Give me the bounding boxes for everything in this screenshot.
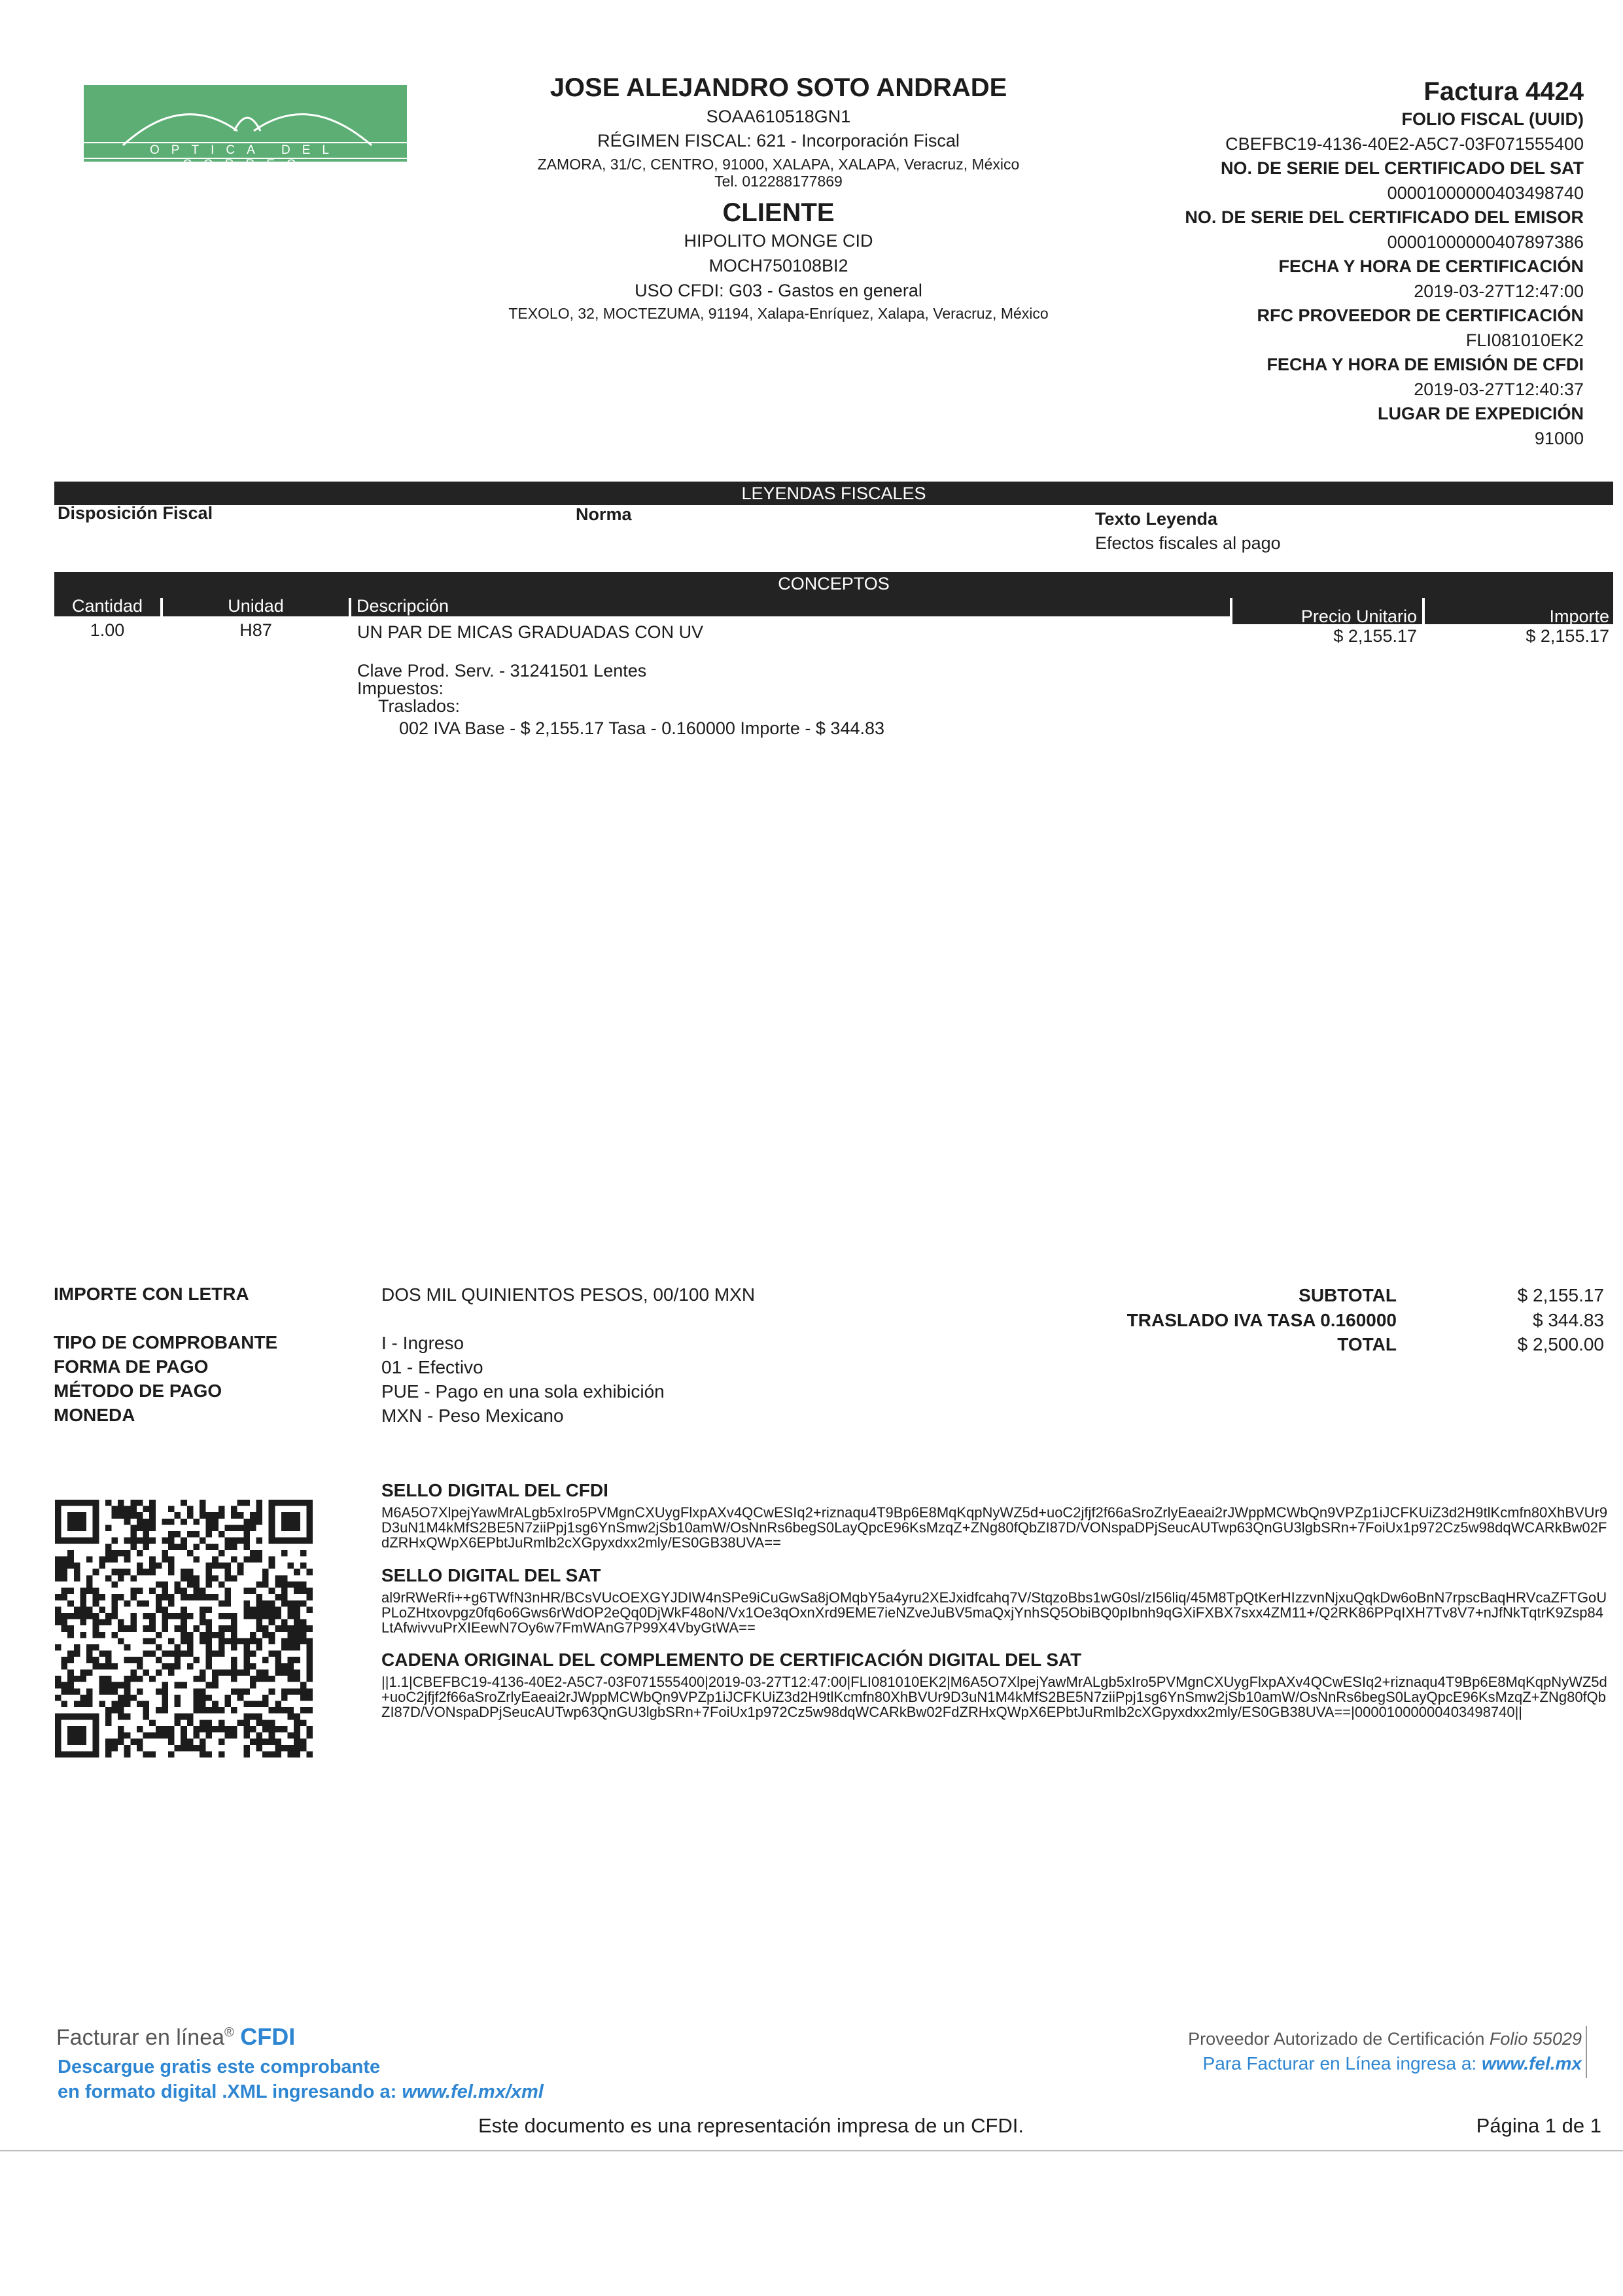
emission-date-value: 2019-03-27T12:40:37 <box>1414 380 1584 399</box>
client-heading: CLIENTE <box>722 198 835 227</box>
sat-cert-label: NO. DE SERIE DEL CERTIFICADO DEL SAT <box>1220 158 1584 178</box>
cadena-original-title: CADENA ORIGINAL DEL COMPLEMENTO DE CERTIFICACIÓN DIGITAL DEL SAT <box>381 1650 1082 1670</box>
total-label: TOTAL <box>1337 1334 1397 1354</box>
iva-label: TRASLADO IVA TASA 0.160000 <box>1126 1310 1397 1330</box>
client-address: TEXOLO, 32, MOCTEZUMA, 91194, Xalapa-Enríquez, Xalapa, Veracruz, México <box>508 305 1049 322</box>
header-importe: Importe <box>1425 595 1613 624</box>
subtotal-label: SUBTOTAL <box>1299 1285 1397 1305</box>
proveedor-autorizado <box>981 2029 1582 2049</box>
qr-code-icon <box>55 1500 313 1757</box>
registered-mark: ® <box>224 2025 234 2040</box>
company-logo <box>84 85 407 171</box>
lugar-expedicion-label: LUGAR DE EXPEDICIÓN <box>1377 404 1584 423</box>
metodo-pago-value: PUE - Pago en una sola exhibición <box>381 1381 665 1402</box>
item-unidad: H87 <box>239 620 272 640</box>
forma-pago-value: 01 - Efectivo <box>381 1357 483 1377</box>
leyendas-texto-value: Efectos fiscales al pago <box>1095 533 1281 553</box>
emission-date-label: FECHA Y HORA DE EMISIÓN DE CFDI <box>1266 355 1584 374</box>
leyendas-bar: LEYENDAS FISCALES <box>54 482 1613 505</box>
uuid-value: CBEFBC19-4136-40E2-A5C7-03F071555400 <box>1225 134 1584 154</box>
footer-brand <box>56 2023 295 2051</box>
cert-date-value: 2019-03-27T12:47:00 <box>1414 281 1584 301</box>
invoice-title: Factura 4424 <box>1423 77 1584 106</box>
metodo-pago-label: MÉTODO DE PAGO <box>54 1381 222 1401</box>
tipo-comprobante-label: TIPO DE COMPROBANTE <box>54 1332 278 1352</box>
logo-arcs-icon <box>84 85 407 147</box>
logo-text: OPTICA DEL CORREO <box>84 142 407 159</box>
page-edge-line <box>0 2150 1623 2151</box>
issuer-name: JOSE ALEJANDRO SOTO ANDRADE <box>550 73 1007 102</box>
header-descripcion: Descripción <box>351 595 1230 616</box>
emisor-cert-value: 00001000000407897386 <box>1387 232 1584 252</box>
sello-sat-value: al9rRWeRfi++g6TWfN3nHR/BCsVUcOEXGYJDIW4nSPe9iCuGwSa8jOMqbY5a4yru2XEJxidfcahq7V/StqzoBbs1wG0sl/zI56liq/45M8TpQtKerHIzzvnNjxuQqkDw6oBnN7rpscBaqHRVcaZFTGoUPLoZHtxovpgz0fq6o6Gws6rWdOP2eQq0DjWkF48oN/Vx1Oe3qOxnXrd9EME7ieNZveJuBV5maQxjYnhSQ5ObiBQ0pIbnh9qGXiFXBX7sxx4ZM11+/Q2RK86PPqIXH7Tv8V7+nJfNkTqtrK9Zsp84LtAfwivvuPrXIEewN7Oy6w7FmWAnG7P99X4VbyGtWA== <box>381 1589 1607 1636</box>
rfc-proveedor-label: RFC PROVEEDOR DE CERTIFICACIÓN <box>1257 306 1584 325</box>
descargue-line2 <box>58 2081 544 2103</box>
representacion-impresa: Este documento es una representación impresa de un CFDI. <box>478 2114 1024 2137</box>
rfc-proveedor-value: FLI081010EK2 <box>1465 330 1584 350</box>
item-descripcion: UN PAR DE MICAS GRADUADAS CON UV <box>357 622 704 642</box>
leyendas-norma-header: Norma <box>576 504 632 524</box>
item-impuestos-label: Impuestos: <box>357 679 444 698</box>
sello-cfdi-value: M6A5O7XlpejYawMrALgb5xIro5PVMgnCXUygFlxpAXv4QCwESIq2+riznaqu4T9Bp6E8MqKqpNyWZ5d+uoC2jfjf2f66aSroZrlyEaeai2rJWppMCWbQn9VPZp1iJCFKUiZ3d2H9tlKcmfn80XhBVUr9D3uN1M4kMfS2BE5N7ziiPpj1sg6YnSmw2jSb10amW/OsNnRs6begS0LayQpcE96KsMzqZ+ZNg80fQbZI87D/VONspaDPjSeucAUTwp63QnGU3lgbSRn+7FoiUx1p972Cz5w98dqWCARkBw02FdZRHxQWpX6EPbtJuRmlb2cXGpyxdxx2mly/ES0GB38UVA== <box>381 1504 1608 1551</box>
leyendas-disposicion-header: Disposición Fiscal <box>58 503 213 523</box>
item-precio: $ 2,155.17 <box>1333 626 1417 646</box>
iva-value: $ 344.83 <box>1533 1310 1604 1330</box>
conceptos-bar: CONCEPTOS <box>54 572 1613 595</box>
xml-download-link[interactable]: www.fel.mx/xml <box>402 2081 544 2102</box>
importe-letra-value: DOS MIL QUINIENTOS PESOS, 00/100 MXN <box>381 1284 756 1305</box>
proveedor-folio: Folio 55029 <box>1489 2029 1582 2049</box>
item-traslados-label: Traslados: <box>378 696 461 716</box>
importe-letra-label: IMPORTE CON LETRA <box>54 1284 249 1304</box>
footer-divider-2 <box>1586 2052 1587 2078</box>
descargue-line2-text: en formato digital .XML ingresando a: <box>58 2081 397 2102</box>
client-rfc: MOCH750108BI2 <box>708 256 848 275</box>
item-clave: Clave Prod. Serv. - 31241501 Lentes <box>357 661 647 680</box>
forma-pago-label: FORMA DE PAGO <box>54 1356 209 1377</box>
header-precio-unitario: Precio Unitario <box>1232 595 1422 624</box>
client-uso-cfdi: USO CFDI: G03 - Gastos en general <box>635 281 922 300</box>
total-value: $ 2,500.00 <box>1517 1334 1604 1354</box>
moneda-value: MXN - Peso Mexicano <box>381 1405 564 1426</box>
issuer-address: ZAMORA, 31/C, CENTRO, 91000, XALAPA, XALAPA, Veracruz, México <box>537 156 1020 173</box>
facturar-en-linea-label: Facturar en línea <box>56 2025 225 2050</box>
sello-cfdi-title: SELLO DIGITAL DEL CFDI <box>381 1480 608 1500</box>
lugar-expedicion-value: 91000 <box>1534 429 1584 448</box>
cert-date-label: FECHA Y HORA DE CERTIFICACIÓN <box>1278 256 1584 276</box>
page-number: Página 1 de 1 <box>1476 2114 1601 2137</box>
cfdi-label: CFDI <box>240 2023 296 2050</box>
sat-cert-value: 00001000000403498740 <box>1387 183 1584 203</box>
issuer-regimen: RÉGIMEN FISCAL: 621 - Incorporación Fiscal <box>597 131 960 150</box>
descargue-line1: Descargue gratis este comprobante <box>58 2057 381 2077</box>
item-cantidad: 1.00 <box>90 620 125 640</box>
fel-link[interactable]: www.fel.mx <box>1481 2053 1582 2074</box>
issuer-phone: Tel. 012288177869 <box>714 173 843 190</box>
proveedor-text: Proveedor Autorizado de Certificación <box>1188 2029 1485 2049</box>
header-cantidad: Cantidad <box>54 595 160 616</box>
moneda-label: MONEDA <box>54 1405 135 1425</box>
footer-divider <box>1586 2026 1587 2052</box>
item-importe: $ 2,155.17 <box>1526 626 1609 646</box>
uuid-label: FOLIO FISCAL (UUID) <box>1401 109 1584 129</box>
subtotal-value: $ 2,155.17 <box>1517 1285 1604 1305</box>
tipo-comprobante-value: I - Ingreso <box>381 1333 464 1353</box>
sello-sat-title: SELLO DIGITAL DEL SAT <box>381 1565 601 1585</box>
header-unidad: Unidad <box>163 595 349 616</box>
emisor-cert-label: NO. DE SERIE DEL CERTIFICADO DEL EMISOR <box>1185 207 1584 227</box>
issuer-rfc: SOAA610518GN1 <box>706 107 851 126</box>
client-name: HIPOLITO MONGE CID <box>684 231 873 251</box>
leyendas-texto-header: Texto Leyenda <box>1095 509 1218 529</box>
para-facturar <box>981 2053 1582 2074</box>
para-facturar-text: Para Facturar en Línea ingresa a: <box>1202 2053 1477 2074</box>
cadena-original-value: ||1.1|CBEFBC19-4136-40E2-A5C7-03F071555400|2019-03-27T12:47:00|FLI081010EK2|M6A5O7XlpejYawMrALgb5xIro5PVMgnCXUygFlxpAXv4QCwESIq2+riznaqu4T9Bp6E8MqKqpNyWZ5d+uoC2jfjf2f66aSroZrlyEaeai2rJWppMCWbQn9VPZp1iJCFKUiZ3d2H9tlKcmfn80XhBVUr9D3uN1M4kMfS2BE5N7ziiPpj1sg6YnSmw2jSb10amW/OsNnRs6begS0LayQpcE96KsMzqZ+ZNg80fQbZI87D/VONspaDPjSeucAUTwp63QnGU3lgbSRn+7FoiUx1p972Cz5w98dqWCARkBw02FdZRHxQWpX6EPbtJuRmlb2cXGpyxdxx2mly/ES0GB38UVA==|00001000000403498740|| <box>381 1674 1607 1720</box>
item-traslado-detail: 002 IVA Base - $ 2,155.17 Tasa - 0.160000 Importe - $ 344.83 <box>399 718 885 738</box>
